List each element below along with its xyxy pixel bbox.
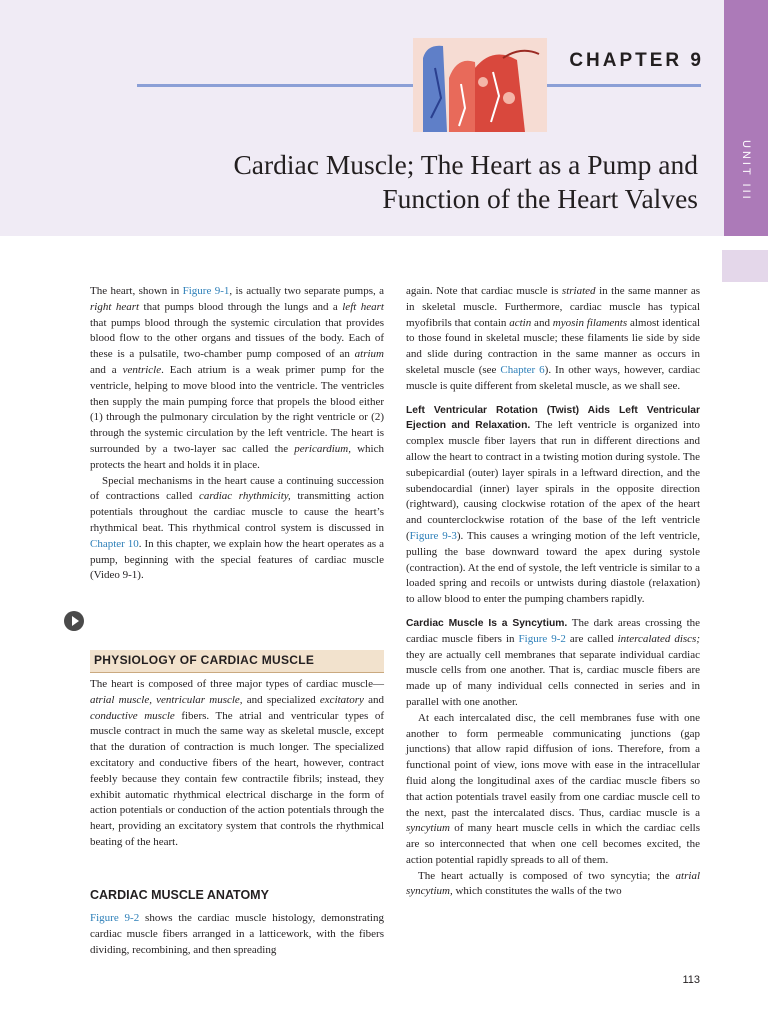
text: ). This causes a wringing motion of the left ventricle, pulling the base downward toward the apex during systole (contraction). At the end of systole, the left ventricle is similar to a loaded spring and recoils or untwists during diastole (relaxation) to allow blood to enter the pumping chambers rapidly.	[406, 529, 700, 606]
subsection-heading: CARDIAC MUSCLE ANATOMY	[90, 888, 269, 902]
text: shows the cardiac muscle histology, demonstrating cardiac muscle fibers arranged in a latticework, with the fibers dividing, recombining, and then spreading	[90, 912, 384, 956]
text: almost identical to those found in skeletal muscle; these filaments lie side by side and slide during contraction in the same manner as occurs in skeletal muscle (see	[406, 316, 701, 376]
unit-tab-marker	[722, 250, 768, 282]
chapter-label: CHAPTER 9	[569, 50, 704, 71]
chapter-10-link[interactable]: Chapter 10	[90, 537, 139, 550]
paragraph-intercalated	[406, 711, 700, 869]
emphasis: excitatory	[319, 693, 364, 706]
text: The heart actually is composed of two syncytia; the	[418, 869, 676, 882]
figure-9-3-link[interactable]: Figure 9-3	[409, 529, 457, 542]
chapter-title	[110, 148, 698, 216]
text: At each intercalated disc, the cell membranes fuse with one another to form permeable communicating junctions (gap junctions) that allow rapid diffusion of ions. Therefore, from a functional point of view, ions move with ease in the intracellular fluid along the longitudinal axes of the cardiac muscle fibers so that action potentials travel easily from one cardiac muscle cell to the next, past the intercalated discs. Thus, cardiac muscle is a	[406, 711, 700, 819]
text: of many heart muscle cells in which the cardiac cells are so interconnected that when one cell becomes excited, the action potential rapidly spreads to all of them.	[406, 822, 700, 866]
chapter-rule-left	[137, 84, 413, 87]
emphasis: cardiac rhythmicity,	[198, 490, 291, 503]
paragraph-two-syncytia	[406, 869, 700, 901]
paragraph-muscle-types	[90, 677, 384, 851]
text: , is actually two separate pumps, a	[229, 285, 385, 297]
play-circle-icon[interactable]	[64, 611, 84, 631]
emphasis: syncytium	[406, 822, 450, 835]
text: again. Note that cardiac muscle is	[406, 285, 562, 297]
left-column-bottom	[90, 911, 384, 958]
text: and	[531, 316, 553, 329]
text: which constitutes the walls of the two	[452, 885, 622, 898]
text: The dark areas crossing the cardiac muscle fibers in	[406, 616, 701, 645]
emphasis: atrial muscle, ventricular muscle,	[90, 693, 243, 706]
unit-label: UNIT III	[740, 140, 752, 202]
heart-anatomy-icon	[413, 38, 547, 132]
paragraph-intro	[90, 284, 384, 474]
chapter-title-line-1: Cardiac Muscle; The Heart as a Pump and	[233, 149, 698, 180]
emphasis: conductive muscle	[90, 709, 175, 722]
text: and specialized	[242, 693, 320, 706]
text: ). In other ways, however, cardiac muscle is quite different from skeletal muscle, as we shall see.	[406, 363, 700, 392]
text: that pumps blood through the systemic circulation that provides blood flow to the other organs and tissues of the body. Each of these is a pulsatile, two-chamber pump composed of an	[90, 316, 384, 361]
emphasis: striated	[561, 285, 596, 297]
text: which protects the heart and holds it in place.	[90, 442, 384, 471]
page-number: 113	[682, 974, 700, 986]
section-heading-box	[90, 650, 384, 673]
emphasis: myosin filaments	[552, 316, 628, 329]
run-in-heading: Left Ventricular Rotation (Twist) Aids Left Ventricular Ejection and Relaxation.	[406, 404, 700, 432]
emphasis: atrial syncytium,	[406, 869, 700, 898]
text: and	[363, 693, 384, 706]
paragraph-syncytium	[406, 616, 700, 711]
section-heading: PHYSIOLOGY OF CARDIAC MUSCLE	[94, 653, 315, 667]
left-column-lower	[90, 677, 384, 851]
figure-9-2-link[interactable]: Figure 9-2	[90, 912, 140, 924]
emphasis: atrium	[354, 348, 384, 361]
text: and a	[90, 363, 123, 376]
run-in-heading: Cardiac Muscle Is a Syncytium.	[406, 617, 568, 629]
text: are called	[565, 632, 618, 645]
figure-9-1-link[interactable]: Figure 9-1	[182, 285, 230, 297]
paragraph-striated	[406, 284, 700, 395]
emphasis: intercalated discs;	[617, 632, 700, 645]
heart-illustration	[413, 38, 547, 132]
emphasis: actin	[509, 316, 532, 329]
emphasis: ventricle	[122, 363, 162, 376]
paragraph-rotation	[406, 403, 700, 608]
text: . Each atrium is a weak primer pump for the ventricle, helping to move blood into the ventricle. The ventricles then supply the main pumping force that propels the blood either (1) through the pulmonary circulation by the right ventricle or (2) through the systemic circulation by the left ventricle. The heart is surrounded by a two-layer sac called the	[90, 363, 384, 455]
text: fibers. The atrial and ventricular types of muscle contract in much the same way as skeletal muscle, except that the duration of contraction is much longer. The specialized excitatory and conductive fibers of the heart, however, contract feebly because they contain few contractile fibrils; instead, they exhibit automatic rhythmical electrical discharge in the form of action potentials or conduction of the action potentials through the heart, providing an excitatory system that controls the rhythmical beating of the heart.	[90, 709, 384, 848]
left-column	[90, 284, 384, 584]
text: The heart is composed of three major types of cardiac muscle—	[90, 678, 384, 690]
figure-9-2-link[interactable]: Figure 9-2	[518, 632, 566, 645]
text: . In this chapter, we explain how the heart operates as a pump, beginning with the special features of cardiac muscle (Video 9-1).	[90, 537, 384, 582]
text: The left ventricle is organized into complex muscle fiber layers that run in different directions and allow the heart to contract in a twisting motion during systole. The subepicardial (outer) layer spirals in a leftward direction, and the subendocardial (inner) layer spirals in the opposite direction (rightward), causing clockwise rotation of the apex of the heart and counterclockwise rotation of the base of the left ventricle (	[406, 419, 701, 542]
text: they are actually cell membranes that separate individual cardiac muscle cells from one another. That is, cardiac muscle fibers are made up of many individual cells connected in series and in parallel with one another.	[406, 648, 700, 708]
text: that pumps blood through the lungs and a	[139, 300, 343, 313]
text: The heart, shown in	[90, 285, 183, 297]
emphasis: left heart	[342, 300, 384, 313]
chapter-rule-right	[547, 84, 701, 87]
paragraph-anatomy	[90, 911, 384, 958]
chapter-6-link[interactable]: Chapter 6	[500, 363, 545, 376]
text: transmitting action potentials throughout the cardiac muscle to cause the heart’s rhythmical beat. This rhythmical control system is discussed in	[90, 490, 384, 534]
right-column	[406, 284, 700, 900]
emphasis: pericardium,	[294, 442, 351, 455]
text: in the same manner as in skeletal muscle. Furthermore, cardiac muscle has typical myofibrils that contain	[406, 285, 700, 329]
chapter-title-line-2: Function of the Heart Valves	[382, 183, 698, 214]
text: Special mechanisms in the heart cause a continuing succession of contractions called	[90, 474, 384, 503]
emphasis: right heart	[90, 300, 140, 313]
paragraph-rhythmicity	[90, 474, 384, 585]
